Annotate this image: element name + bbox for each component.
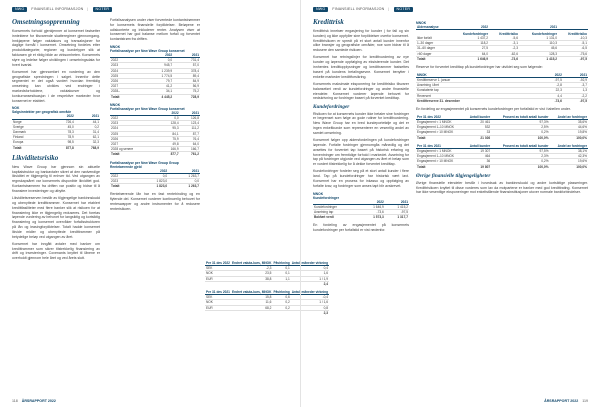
table-row: Konstaterte tap 22,3 1,3 [417, 88, 587, 93]
table-row: Ikke forfalt 1 437,2 -5,6 1 131,0 -10,3 [417, 35, 587, 40]
table-row: Avsetning tap -73,6 -97,5 [314, 210, 408, 215]
brand-tag: NWG [313, 7, 328, 12]
table-row: 31–60 dager 27,5 -2,3 45,6 -6,5 [417, 46, 587, 51]
left-column-1 [12, 18, 100, 264]
paragraph: En fordeling av engasjementet på konsernets kundefordringer per forfallstid er vist i tabellen under. [416, 106, 571, 111]
paragraph: Forfallsanalysen under viser forventede kontantstrømmer for konsernets finansielle forpliktelser. Beløpene er udiskonterte og inkluderer renter. Analysen viser at konsernet har god balanse mellom forfall og forventet kontantstrøm fra driften. [110, 18, 200, 42]
table-row: NOK 11,6 0,2 1 / 1,6 [206, 300, 329, 305]
table-total-row: Kredittreserve 31. desember -73,6 -97,5 [417, 98, 587, 103]
table-title: Kundefordringer [313, 195, 340, 200]
aging-table: Aldersanalyse 2022 2021 Kundefordringer Kredittrisiko Kundefordringer Kredittrisiko Ikke forfalt 1 437,2 -5,6 1 131,0 -10,3 1–30 dager 118,2 -3,1 110,3 -5,1 31–60 dager 27,5 -2,3 45,6 -6,5 >60 dager 64,0 -62,6 128,3 -75,6 Totalt 1 646,9 -73,6 1 415,2 -97,5 [417, 25, 587, 61]
current-section-tag: NOTER [394, 7, 414, 12]
table-row: 2027 41,2 56,9 [111, 84, 199, 89]
maturity-table-box [110, 45, 200, 99]
right-page [300, 0, 600, 407]
heading-omsetning: Omsetningsopprenning [12, 18, 80, 26]
currency-table-2022-box [205, 261, 329, 286]
table-total-row: Totalt 21 026 100,0% 100,0% [417, 135, 587, 140]
left-column-2 [110, 18, 200, 214]
table-total-row: Totalt 877,7 761,2 [111, 152, 199, 157]
paragraph: Konsernet har retningslinjer for kredittvurdering av nye kunder og løpende oppfølging av eksisterende kunder. Det innhentes kredittopplysninger og kredittrammer fastsettes basert på kundens betalingsevne. Konsernet benytter i enkelte markeder kredittforsikring. [313, 55, 409, 79]
right-column-2 [416, 18, 588, 198]
table-title: Forfallsanalyse per New Wave Group konsernet [110, 48, 185, 53]
table-total-row: Totalt 1 823,0 1 263,7 [111, 184, 199, 189]
exposure-table-2022-box [416, 115, 588, 140]
heading-kreditt: Kredittrisk [313, 18, 344, 26]
table-caption: MNOK [313, 191, 324, 196]
paragraph: Øvrige finansielle eiendeler består i hovedsak av bankinnskudd og andre kortsiktige plasseringer. Kredittrisikoen knyttet til disse vurderes som lav da motpartene er banker med god kredittrating. Konsernet har ikke vesentlige eksponeringer mot enkeltstående finansinstitusjoner utover normale bankforbindelser. [416, 180, 588, 195]
brand-tag: NWG [12, 7, 27, 12]
table-row: Danmark 78,3 31,4 [13, 130, 99, 135]
table-row: NOK 23,5 0,1 1,6 [206, 271, 329, 276]
right-column-1 [313, 18, 409, 236]
table-row: SEK 15,8 0,6 -0,4 [206, 295, 329, 300]
paragraph: Konsernet følger opp aldersfordelingen på kundefordringer løpende. Forfalte fordringer gjennomgås månedlig og det avsettes for forventet tap basert på historisk erfaring og forventninger om fremtidige forhold i markedet. Avsetning for tap på fordringer utgjorde ved utgangen av året et beløp som er vurdert tilstrekkelig for å dekke forventet kredittap. [313, 138, 409, 167]
currency-table-2021: Per 31 des 2021 Endret valuta-kurs, MNOK Påvirkning Antall måneder virkning SEK 15,8 0,6 -0,4 NOK 11,6 0,2 1 / 1,6 EUR 68,2 0,2 0,8 2,3 [206, 290, 329, 315]
exposure-table-2021: Per 31 des 2021 Antall kunder Prosent av totalt antall kunder Andel av fordringer Engasjement < 1 MNOK 19 307 97,5% 38,1% Engasjement 1–10 MNOK 464 2,3% 42,3% Engasjement > 10 MNOK 36 0,2% 19,6% Totalt 19 807 100,0% 100,0% [417, 143, 587, 169]
table-row: 2026 79,7 84,9 [111, 79, 199, 83]
debt-table: 2022 2021 2022 0,0 1 263,7 2023 1 823,0 0,0 Totalt 1 823,0 1 263,7 [111, 168, 199, 189]
report-title: ÅRSRAPPORT 2022 [21, 399, 56, 403]
table-subheader: Kundefordringer Kredittrisiko Kundefordringer Kredittrisiko [462, 31, 587, 36]
report-title: ÅRSRAPPORT 2022 [544, 399, 579, 403]
currency-table-2021-box [205, 290, 329, 315]
table-row: EUR 68,2 0,2 0,8 [206, 305, 329, 310]
page-number: 119 [582, 399, 588, 403]
exposure-table-2021-box [416, 144, 588, 169]
page-header [313, 5, 588, 13]
table-row: 2024 1 239,9 378,4 [111, 68, 199, 73]
table-row: Engasjement < 1 MNOK 20 461 97,3% 35,6% [417, 119, 587, 124]
table-row: 2022 0,0 1 263,7 [111, 173, 199, 178]
table-row: 2027 49,8 64,0 [111, 142, 199, 147]
table-row: 2028– 34,1 75,2 [111, 89, 199, 94]
table-row: 2025 1 774,5 89,4 [111, 73, 199, 78]
paragraph: Konsernets maksimale eksponering for kredittrisiko tilsvarer balanseført verdi av kundefordringer og andre finansielle eiendeler. Konsernet vurderer løpende behovet for nedskrivning av fordringer basert på forventet kredittap. [313, 81, 409, 101]
table-row: 1–30 dager 118,2 -3,1 110,3 -5,1 [417, 41, 587, 46]
table-row: Avsetning i året -2,8 -3,7 [417, 83, 587, 88]
page-footer [12, 399, 288, 403]
table-total-row: Totalt 19 807 100,0% 100,0% [417, 164, 587, 169]
left-column-3 [205, 258, 329, 319]
paragraph: En fordeling av engasjementet på konsernets kundefordringer per forfallstid er vist nedenfor. [313, 223, 409, 233]
table-row: Engasjement < 1 MNOK 19 307 97,5% 38,1% [417, 148, 587, 153]
aging-table-box [416, 21, 588, 61]
geo-sales-table: 2022 2021 Norge 726,4 44,1 Sverige 45,0 0,2 Danmark 78,3 31,4 Finland 78,9 62,1 Europa 98,5 32,3 Totalt 877,8 768,9 [13, 114, 99, 150]
currency-table-2022: Per 31 des 2022 Endret valuta-kurs, MNOK Påvirkning Antall måneder virkning SEK -2,3 0,1 0,4 NOK 23,5 0,1 1,6 EUR 38,8 1,1 1 / 1,9 2,4 [206, 261, 329, 286]
table-row: >60 dager 64,0 -62,6 128,3 -75,6 [417, 51, 587, 56]
table-row: 2022 0,0 731,4 [111, 58, 199, 63]
table-caption: MNOK [416, 21, 427, 25]
heading-likviditet: Likviditetsrisiko [12, 153, 59, 162]
table-total-row: Totalt 877,8 768,9 [13, 145, 99, 150]
table-row: 2023 1 823,0 0,0 [111, 179, 199, 184]
table-total-row: Bokført verdi 1 573,3 1 317,7 [314, 215, 408, 220]
paragraph: Kredittrisk innebær engasjering for kunder ( for fall og sin kunden) og ikke oppfyller sine forpliktelser overfor konsernet. Kredittrisikoen er spredt på et stort antall kunder innenfor ulike bransjer og geografiske områder, noe som bidrar til å redusere den samlede risikoen. [313, 29, 409, 53]
paragraph: Konsernets forhold gjenkjenner at konsernet fastsetter inntektene for tilsvarende skatteregimer gjennomgang. Innkjøpene følger valutakurs og transaksjoner for daglige formål i konsernet. Omsetning fordeles etter produktkategorier, regioner og kundetyper slik at fakturaen gir et riktig bilde av virksomheten. Konsernets styre og ledelse følger utviklingen i omsetningsdata for hvert kvartal. [12, 29, 100, 67]
table-total-row: 2,3 [205, 310, 329, 315]
lease-maturity-table-box [110, 103, 200, 157]
paragraph: Likviditetsreserven består av tilgjengelige bankinnskudd og ubenyttede kredittrammer. Konsernet har etablert kredittfasiliteter med flere banker slik at risikoen for at finansiering ikke er tilgjengelig reduseres. Det foretas løpende vurdering av behovet for langsiktig og kortsiktig finansiering og konsernet overvåker forfallsstrukturen på lån og leasingforpliktelser. Totalt hadde konsernet likvide midler og ubenyttede kredittrammer på betydelige beløp ved utgangen av året. [12, 196, 100, 239]
table-total-row: 2,4 [205, 281, 329, 286]
table-title: Salgsinntekter per geografisk område [12, 110, 72, 115]
table-row: Kundefordringer 1 646,9 1 415,2 [314, 204, 408, 209]
table-row: 2028 og senere 166,9 166,7 [111, 147, 199, 152]
credit-reserve-table: MNOK 2022 2021 Kredittreserve 1. januar -97,5 -92,9 Avsetning i året -2,8 -3,7 Konstaterte tap 22,3 1,3 Reversert 4,4 -2,2 Kredittreserve 31. desember -73,6 -97,5 [417, 72, 587, 103]
table-row: 2026 75,9 76,4 [111, 136, 199, 141]
heading-finansielle: Øvrige finansielle tilgjengeligheter [416, 172, 491, 179]
table-caption: NOK [12, 106, 20, 111]
table-row: EUR 38,8 1,1 1 / 1,9 [206, 276, 329, 281]
table-row: Finland 78,9 62,1 [13, 135, 99, 140]
table-row: Kredittreserve 1. januar -97,5 -92,9 [417, 77, 587, 82]
table-row: 2023 128,4 123,4 [111, 121, 199, 126]
table-row: SEK -2,3 0,1 0,4 [206, 266, 329, 271]
page-number: 118 [12, 399, 18, 403]
table-row: Norge 726,4 44,1 [13, 119, 99, 124]
heading-kundefordringer: Kundefordringer [313, 103, 350, 110]
table-row: 2024 95,3 111,2 [111, 126, 199, 131]
paragraph: New Wave Group har gjennom sin aktuelle kapitalstruktur og bankavtaler sikret at den nødvendige likviditet er tilgjengelig til enhver tid. Ved utgangen av regnskapsåret var konsernets disponible likviditet god. Kontantstrømmen fra driften var positiv og bidrar til å finansiere investeringer og utbytte. [12, 164, 100, 193]
paragraph: Konsernet har gjennomført en vurdering av den geografiske spredningen i salget. Innenfor dette segmentet er det også vurdert hvordan fremtidig omsetning kan utvikles ved endringer i markedsforholdene, valutakurser og konkurransesituasjon i de respektive markeder hvor konsernet er etablert. [12, 69, 100, 103]
paragraph: Rentebærende lån har en fast rentebinding og en flytende del. Konsernet vurderer kontinuerlig behovet for renteswapper og andre instrumenter for å redusere renterisikoen. [110, 192, 200, 211]
section-label: FINANSIELL INFORMASJON [332, 7, 385, 11]
credit-reserve-table-box [416, 73, 588, 103]
section-label: FINANSIELL INFORMASJON [31, 7, 84, 11]
table-row: Europa 98,5 32,3 [13, 140, 99, 145]
table-row: 2022 0,0 126,8 [111, 116, 199, 121]
current-section-tag: NOTER [93, 7, 113, 12]
geo-sales-table-box [12, 106, 100, 149]
paragraph: Risikoen for at konsernets kunder ikke betaler sine fordringer er begrenset som følge av gode rutiner for kredittvurdering. New Wave Group har en bred kundeportefølje og det er ingen enkeltkunde som representerer en vesentlig andel av samlet omsetning. [313, 111, 409, 135]
table-title: Rentebærende gjeld [110, 164, 142, 169]
separator: | [87, 7, 89, 11]
exposure-table-2022: Per 31 des 2022 Antall kunder Prosent av totalt antall kunder Andel av fordringer Engasjement < 1 MNOK 20 461 97,3% 35,6% Engasjement 1–10 MNOK 532 2,5% 44,6% Engasjement > 10 MNOK 33 0,2% 19,8% Totalt 21 026 100,0% 100,0% [417, 114, 587, 140]
table-row: 2023 945,7 57,0 [111, 63, 199, 68]
table-row: 2025 84,1 87,7 [111, 131, 199, 136]
table-title: Forfallsanalyse per New Wave Group konsernet [110, 106, 185, 111]
table-row: Engasjement > 10 MNOK 33 0,2% 19,8% [417, 130, 587, 135]
separator: | [388, 7, 390, 11]
page-footer [313, 399, 588, 403]
maturity-table: 2022 2021 2022 0,0 731,4 2023 945,7 57,0 2024 1 239,9 378,4 2025 1 774,5 89,4 2026 79,7 84,9 2027 41,2 56,9 2028– 34,1 75,2 Totalt 4 445,2 728,9 [111, 52, 199, 99]
table-caption: MNOK [110, 44, 121, 49]
paragraph: Kundefordringer fordeler seg på et stort antall kunder i flere land. Tap på kundefordringer har historisk vært lavt. Konsernet har en prosess for inkasso og oppfølging av forfalte krav, og fordringer som anses tapt blir avskrevet. [313, 169, 409, 188]
paragraph: Konsernet har inngått avtaler med banker om kredittrammer som sikrer tilstrekkelig finansiering av drift og investeringer. Covenants knyttet til lånene er overholdt gjennom hele året og ved årets slutt. [12, 241, 100, 261]
table-total-row: Totalt 1 646,9 -73,6 1 415,2 -97,5 [417, 56, 587, 61]
paragraph: Reserve for forventet kredittap på kundefordringer har utviklet seg som følgende: [416, 64, 543, 69]
table-caption: MNOK [110, 102, 121, 107]
table-row: Engasjement 1–10 MNOK 532 2,5% 44,6% [417, 125, 587, 130]
debt-table-box [110, 161, 200, 189]
table-row: Engasjement 1–10 MNOK 464 2,3% 42,3% [417, 154, 587, 159]
receivables-table: 2022 2021 Kundefordringer 1 646,9 1 415,2 Avsetning tap -73,6 -97,5 Bokført verdi 1 573,3 1 317,7 [314, 199, 408, 220]
table-row: Engasjement > 10 MNOK 36 0,2% 19,6% [417, 159, 587, 164]
receivables-table-box [313, 192, 409, 220]
lease-maturity-table: 2022 2021 2022 0,0 126,8 2023 128,4 123,4 2024 95,3 111,2 2025 84,1 87,7 2026 75,9 76,4 2027 49,8 64,0 2028 og senere 166,9 166,7 Totalt 877,7 761,2 [111, 110, 199, 157]
table-row: Reversert 4,4 -2,2 [417, 93, 587, 98]
page-header [12, 5, 288, 13]
table-total-row: Totalt 4 445,2 728,9 [111, 94, 199, 99]
table-row: Sverige 45,0 0,2 [13, 124, 99, 129]
table-caption: Forfallsanalyse per New Wave Group Group [110, 160, 179, 165]
